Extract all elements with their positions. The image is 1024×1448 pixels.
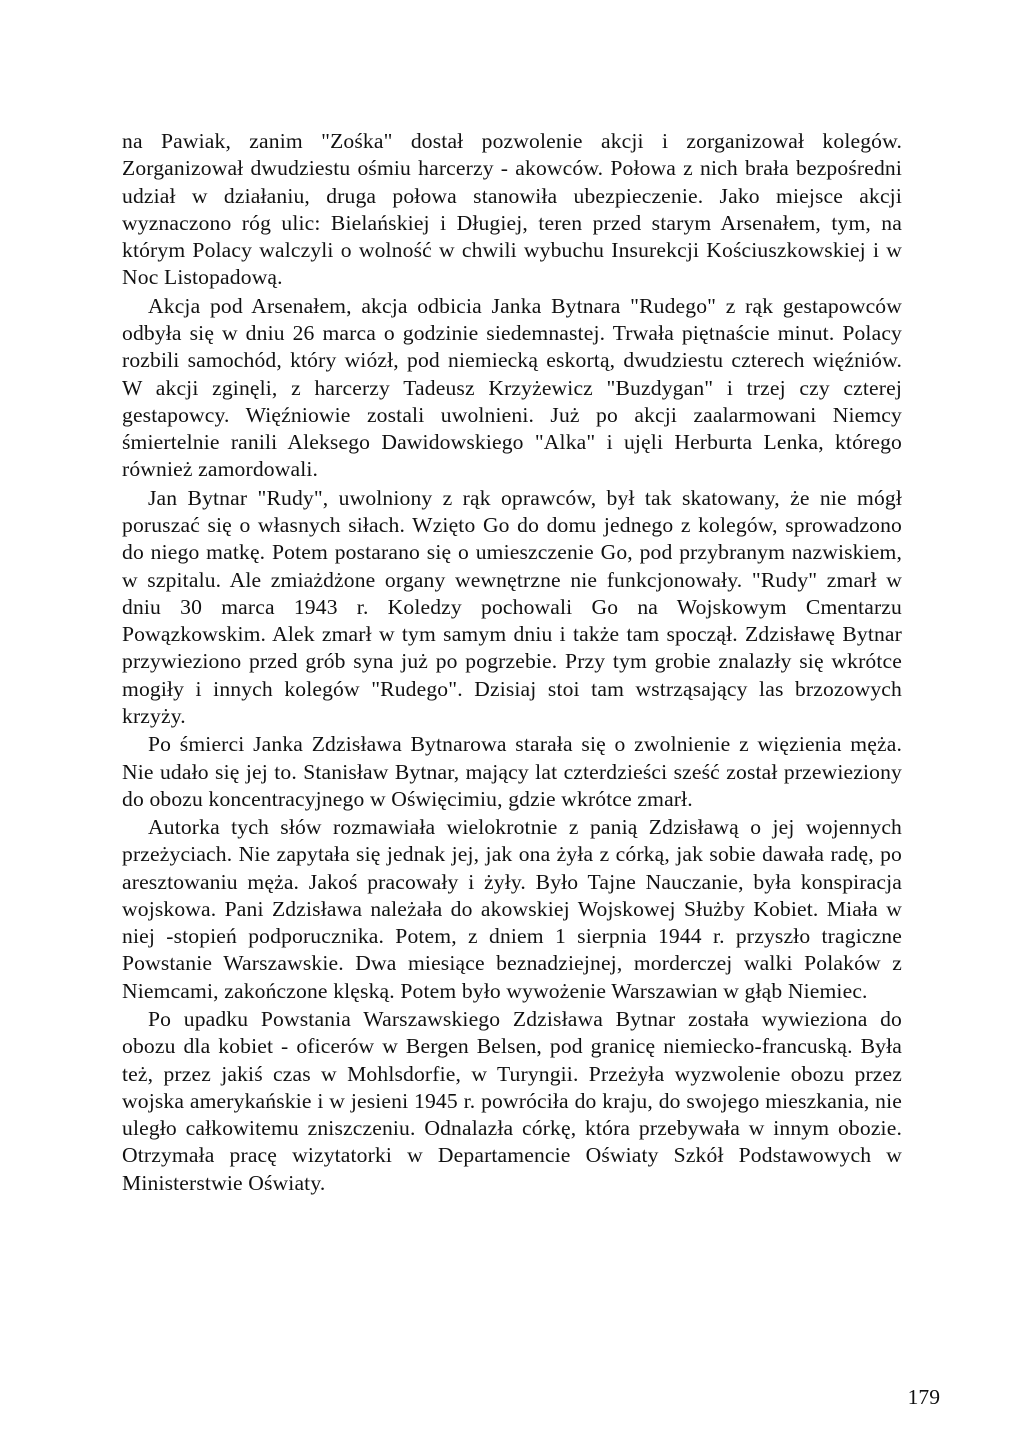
paragraph: Po śmierci Janka Zdzisława Bytnarowa starała się o zwolnienie z więzienia męża. Nie udało się jej to. Stanisław Bytnar, mający lat czterdzieści sześć został przewieziony do obozu koncentracyjnego w Oświęcimiu, gdzie wkrótce zmarł.: [122, 732, 902, 811]
body-text: [122, 128, 902, 1198]
paragraph: Autorka tych słów rozmawiała wielokrotnie z panią Zdzisławą o jej wojennych przeżyciach. Nie zapytała się jednak jej, jak ona żyła z córką, jak sobie dawała radę, po aresztowaniu męża. Jakoś pracowały i żyły. Było Tajne Nauczanie, była konspiracja wojskowa. Pani Zdzisława należała do akowskiej Wojskowej Służby Kobiet. Miała w niej -stopień podporucznika. Potem, z dniem 1 sierpnia 1944 r. przyszło tragiczne Powstanie Warszawskie. Dwa miesiące beznadziejnej, morderczej walki Polaków z Niemcami, zakończone klęską. Potem było wywożenie Warszawian w głąb Niemiec.: [122, 814, 902, 1003]
page-number: 179: [907, 1385, 940, 1409]
paragraph: Po upadku Powstania Warszawskiego Zdzisława Bytnar została wywieziona do obozu dla kobiet - oficerów w Bergen Belsen, pod granicę niemiecko-francuską. Była też, przez jakiś czas w Mohlsdorfie, w Turyngii. Przeżyła wyzwolenie obozu przez wojska amerykańskie i w jesieni 1945 r. powróciła do kraju, do swojego mieszkania, nie uległo całkowitemu zniszczeniu. Odnalazła córkę, która przebywała w innym obozie. Otrzymała pracę wizytatorki w Departamencie Oświaty Szkół Podstawowych w Ministerstwie Oświaty.: [122, 1006, 902, 1195]
paragraph: na Pawiak, zanim "Zośka" dostał pozwolenie akcji i zorganizował kolegów. Zorganizował dwudziestu ośmiu harcerzy - akowców. Połowa z nich brała bezpośredni udział w działaniu, druga połowa stanowiła ubezpieczenie. Jako miejsce akcji wyznaczono róg ulic: Bielańskiej i Długiej, teren przed starym Arsenałem, tym, na którym Polacy walczyli o wolność w chwili wybuchu Insurekcji Kościuszkowskiej i w Noc Listopadową.: [122, 129, 902, 290]
paragraph: Akcja pod Arsenałem, akcja odbicia Janka Bytnara "Rudego" z rąk gestapowców odbyła się w dniu 26 marca o godzinie siedemnastej. Trwała piętnaście minut. Polacy rozbili samochód, który wiózł, pod niemiecką eskortą, dwudziestu czterech więźniów. W akcji zginęli, z harcerzy Tadeusz Krzyżewicz "Buzdygan" i trzej czy czterej gestapowcy. Więźniowie zostali uwolnieni. Już po akcji zaalarmowani Niemcy śmiertelnie ranili Aleksego Dawidowskiego "Alka" i ujęli Herburta Lenka, którego również zamordowali.: [122, 293, 902, 482]
paragraph: Jan Bytnar "Rudy", uwolniony z rąk oprawców, był tak skatowany, że nie mógł poruszać się o własnych siłach. Wzięto Go do domu jednego z kolegów, sprowadzono do niego matkę. Potem postarano się o umieszczenie Go, pod przybranym nazwiskiem, w szpitalu. Ale zmiażdżone organy wewnętrzne nie funkcjonowały. "Rudy" zmarł w dniu 30 marca 1943 r. Koledzy pochowali Go na Wojskowym Cmentarzu Powązkowskim. Alek zmarł w tym samym dniu i także tam spoczął. Zdzisławę Bytnar przywieziono przed grób syna już po pogrzebie. Przy tym grobie znalazły się wkrótce mogiły i innych kolegów "Rudego". Dzisiaj stoi tam wstrząsający las brzozowych krzyży.: [122, 485, 902, 729]
